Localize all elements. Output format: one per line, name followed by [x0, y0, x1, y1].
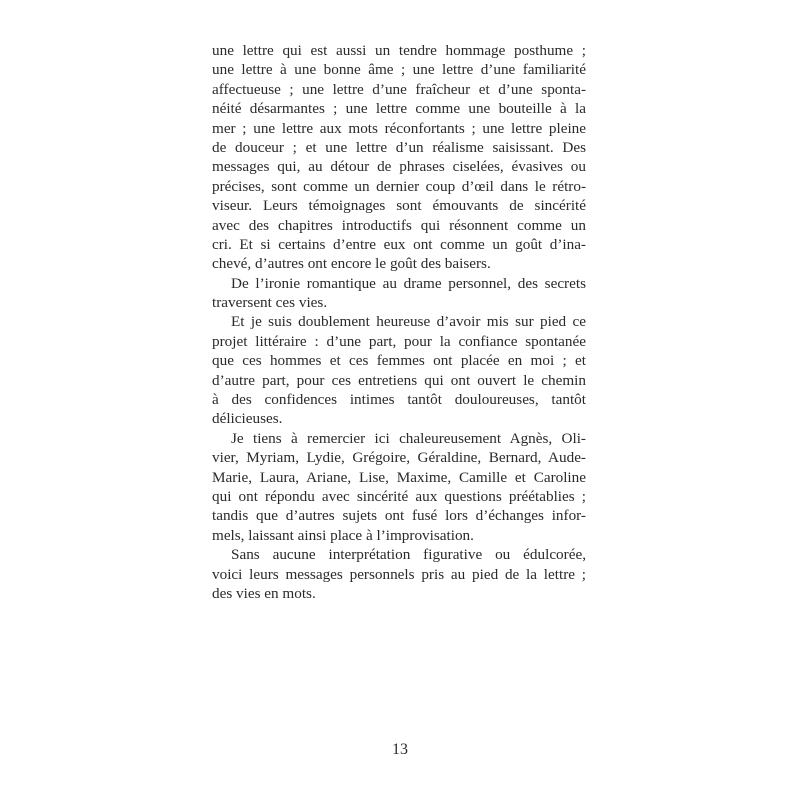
text-line: de douceur ; et une lettre d’un réalisme saisissant. Des [212, 138, 586, 156]
text-line: chevé, d’autres ont encore le goût des baisers. [212, 255, 491, 273]
text-line: mer ; une lettre aux mots réconfortants ; une lettre pleine [212, 119, 586, 137]
text-line: Je tiens à remercier ici chaleureusement Agnès, Oli- [231, 429, 586, 447]
text-line: vier, Myriam, Lydie, Grégoire, Géraldine, Bernard, Aude- [212, 449, 586, 467]
text-line: que ces hommes et ces femmes ont placée en moi ; et [212, 352, 586, 370]
text-line: voici leurs messages personnels pris au pied de la lettre ; [212, 565, 586, 583]
text-line: De l’ironie romantique au drame personnel, des secrets [231, 274, 586, 292]
paragraph [212, 545, 586, 603]
text-line: traversent ces vies. [212, 294, 328, 312]
text-line: des vies en mots. [212, 584, 316, 602]
text-line: qui ont répondu avec sincérité aux questions préétablies ; [212, 487, 586, 505]
text-line: une lettre qui est aussi un tendre hommage posthume ; [212, 42, 586, 59]
text-line: Et je suis doublement heureuse d’avoir mis sur pied ce [231, 313, 586, 331]
paragraph [212, 41, 586, 274]
text-line: viseur. Leurs témoignages sont émouvants de sincérité [212, 197, 586, 215]
text-line: Marie, Laura, Ariane, Lise, Maxime, Camille et Caroline [212, 468, 586, 486]
paragraph [212, 429, 586, 545]
text-line: Sans aucune interprétation figurative ou édulcorée, [231, 546, 586, 564]
text-line: projet littéraire : d’une part, pour la confiance spontanée [212, 332, 586, 350]
text-line: précises, sont comme un dernier coup d’œil dans le rétro- [212, 177, 586, 195]
paragraph [212, 274, 586, 313]
text-line: avec des chapitres introductifs qui résonnent comme un [212, 216, 586, 234]
text-line: une lettre à une bonne âme ; une lettre d’une familiarité [212, 61, 586, 79]
text-line: messages qui, au détour de phrases ciselées, évasives ou [212, 158, 586, 176]
text-line: d’autre part, pour ces entretiens qui ont ouvert le chemin [212, 371, 586, 389]
body-text [212, 41, 586, 603]
text-line: délicieuses. [212, 410, 283, 428]
text-line: néité désarmantes ; une lettre comme une bouteille à la [212, 100, 586, 118]
text-line: à des confidences intimes tantôt douloureuses, tantôt [212, 391, 586, 409]
text-line: mels, laissant ainsi place à l’improvisation. [212, 526, 474, 544]
page-number: 13 [392, 741, 408, 758]
text-line: tandis que d’autres sujets ont fusé lors d’échanges infor- [212, 507, 586, 525]
paragraph [212, 312, 586, 428]
text-line: affectueuse ; une lettre d’une fraîcheur et d’une sponta- [212, 80, 586, 98]
text-line: cri. Et si certains d’entre eux ont comme un goût d’ina- [212, 235, 586, 253]
